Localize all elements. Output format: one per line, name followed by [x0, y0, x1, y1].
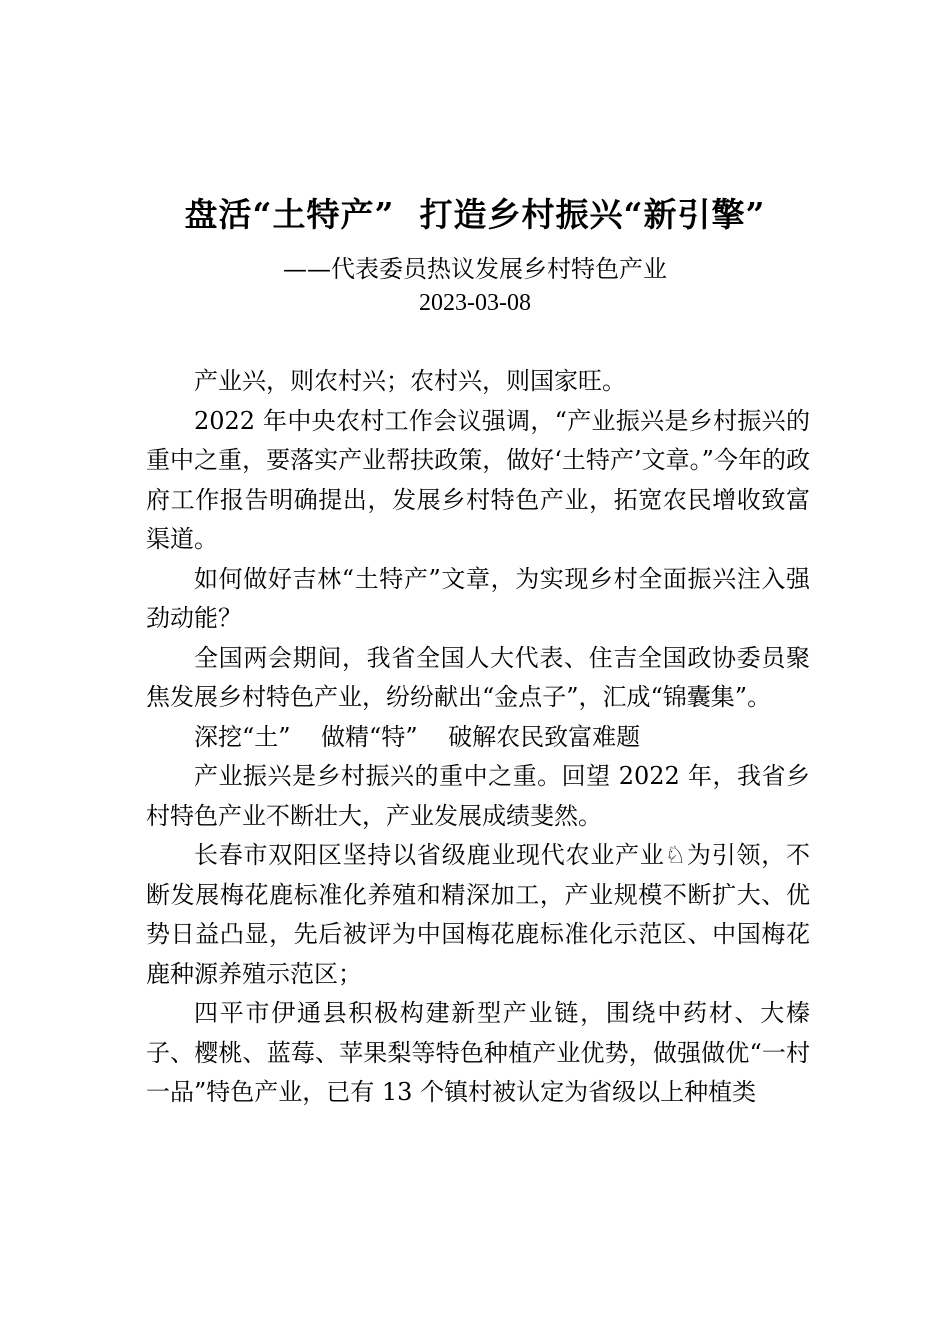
section-heading: 深挖“土” 做精“特” 破解农民致富难题 [194, 722, 641, 751]
paragraph: 2022 年中央农村工作会议强调，“产业振兴是乡村振兴的重中之重，要落实产业帮扶政策，做好‘土特产’文章。”今年的政府工作报告明确提出，发展乡村特色产业，拓宽农民增收致富渠道。 [146, 406, 810, 553]
article-subtitle: ——代表委员热议发展乡村特色产业 [283, 255, 667, 283]
article-body [146, 362, 810, 1113]
paragraph: 四平市伊通县积极构建新型产业链，围绕中药材、大榛子、樱桃、蓝莓、苹果梨等特色种植产业优势，做强做优“一村一品”特色产业，已有 13 个镇村被认定为省级以上种植类 [146, 999, 810, 1106]
paragraph: 产业振兴是乡村振兴的重中之重。回望 2022 年，我省乡村特色产业不断壮大，产业发展成绩斐然。 [146, 762, 810, 830]
paragraph: 产业兴，则农村兴；农村兴，则国家旺。 [194, 367, 626, 395]
paragraph: 长春市双阳区坚持以省级鹿业现代农业产业♘为引领，不断发展梅花鹿标准化养殖和精深加工，产业规模不断扩大、优势日益凸显，先后被评为中国梅花鹿标准化示范区、中国梅花鹿种源养殖示范区； [146, 841, 810, 988]
article-title: 盘活“土特产” 打造乡村振兴“新引擎” [184, 195, 766, 234]
paragraph: 全国两会期间，我省全国人大代表、住吉全国政协委员聚焦发展乡村特色产业，纷纷献出“金点子”，汇成“锦囊集”。 [146, 643, 810, 711]
article-date: 2023-03-08 [419, 290, 531, 316]
paragraph: 如何做好吉林“土特产”文章，为实现乡村全面振兴注入强劲动能？ [146, 564, 810, 632]
